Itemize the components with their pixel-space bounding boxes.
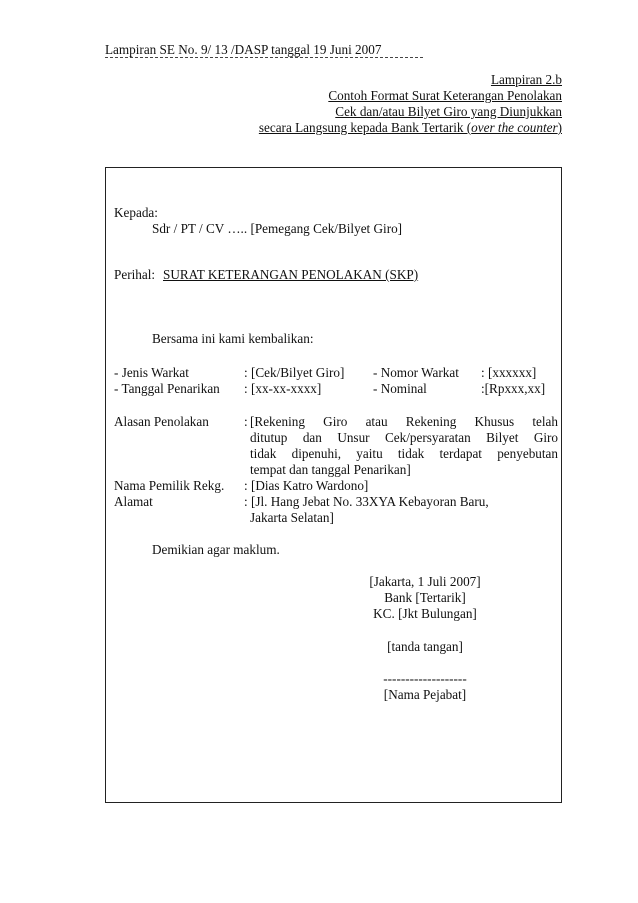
pemilik-label: Nama Pemilik Rekg. — [114, 478, 225, 493]
title-line-3-main: secara Langsung kepada Bank Tertarik ( — [258, 120, 472, 135]
signature-place-date: [Jakarta, 1 Juli 2007] — [369, 574, 481, 589]
closing-text: Demikian agar maklum. — [152, 542, 280, 557]
nominal-value: :[Rpxxx,xx] — [481, 381, 546, 396]
title-line-3-close: ) — [557, 120, 562, 135]
to-label: Kepada: — [114, 205, 158, 220]
jenis-value: : [Cek/Bilyet Giro] — [244, 365, 345, 380]
nominal-label: - Nominal — [373, 381, 427, 396]
subject: SURAT KETERANGAN PENOLAKAN (SKP) — [163, 267, 419, 282]
alasan-line-4: tempat dan tanggal Penarikan] — [250, 462, 411, 477]
alasan-line-3: tidak dipenuhi, yaitu tidak terdapat penyebutan — [250, 446, 558, 461]
alasan-label: Alasan Penolakan — [114, 414, 209, 429]
alamat-value: : [Jl. Hang Jebat No. 33XYA Kebayoran Baru, — [244, 494, 489, 509]
recipient: Sdr / PT / CV ….. [Pemegang Cek/Bilyet Giro] — [152, 221, 403, 236]
signature-branch: KC. [Jkt Bulungan] — [373, 606, 477, 621]
alamat-line-2: Jakarta Selatan] — [250, 510, 334, 525]
nomor-value: : [xxxxxx] — [481, 365, 537, 380]
alasan-line-1: [Rekening Giro atau Rekening Khusus telah — [250, 414, 558, 429]
signature-official: [Nama Pejabat] — [383, 687, 467, 702]
tanggal-value: : [xx-xx-xxxx] — [244, 381, 322, 396]
tanggal-label: - Tanggal Penarikan — [114, 381, 220, 396]
nomor-label: - Nomor Warkat — [373, 365, 459, 380]
alamat-label: Alamat — [114, 494, 153, 509]
alasan-line-2: ditutup dan Unsur Cek/persyaratan Bilyet Giro — [250, 430, 558, 445]
dashed-separator — [105, 57, 423, 58]
subject-label: Perihal: — [114, 267, 156, 282]
opening-text: Bersama ini kami kembalikan: — [152, 331, 314, 346]
jenis-label: - Jenis Warkat — [114, 365, 189, 380]
signature-sign: [tanda tangan] — [387, 639, 463, 654]
alasan-colon: : — [244, 414, 248, 429]
pemilik-value: : [Dias Katro Wardono] — [244, 478, 369, 493]
reference-line: Lampiran SE No. 9/ 13 /DASP tanggal 19 Juni 2007 — [105, 42, 382, 57]
title-line-2: Cek dan/atau Bilyet Giro yang Diunjukkan — [335, 104, 562, 119]
attachment-label: Lampiran 2.b — [490, 72, 562, 87]
signature-bank: Bank [Tertarik] — [384, 590, 466, 605]
title-line-3-italic: over the counter — [471, 120, 558, 135]
title-line-3 — [259, 120, 562, 136]
signature-line: ------------------- — [383, 671, 467, 686]
title-line-1: Contoh Format Surat Keterangan Penolakan — [328, 88, 562, 103]
